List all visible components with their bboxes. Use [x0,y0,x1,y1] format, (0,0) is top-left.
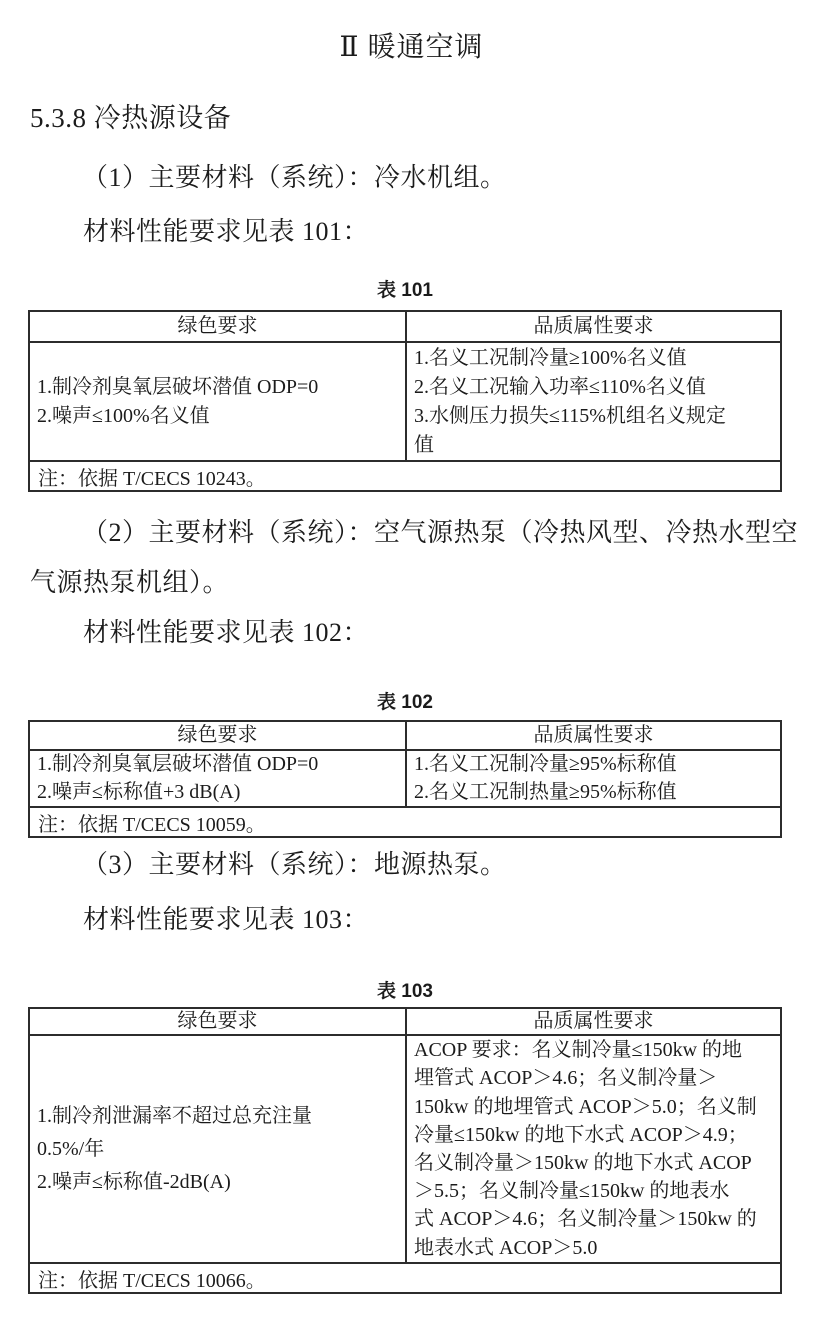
table-102 [28,720,782,838]
quality-requirements-cell [407,751,780,806]
requirement-line: ACOP 要求：名义制冷量≤150kw 的地 [414,1039,743,1062]
section-heading: 5.3.8 冷热源设备 [30,103,232,133]
requirement-line: 1.制冷剂臭氧层破坏潜值 ODP=0 [37,375,319,398]
requirement-line: 2.名义工况制热量≥95%标称值 [414,780,677,803]
requirement-line: 2.噪声≤标称值-2dB(A) [37,1170,231,1193]
requirement-line: 2.名义工况输入功率≤110%名义值 [414,375,706,398]
table-note: 注：依据 T/CECS 10243。 [38,467,266,490]
table-reference-102: 材料性能要求见表 102： [83,618,370,647]
header-cell-quality: 品质属性要求 [533,1010,654,1032]
table-note-row [30,808,780,836]
requirement-line: 0.5%/年 [37,1137,105,1160]
requirement-line: 名义制冷量＞150kw 的地下水式 ACOP [414,1152,752,1174]
table-caption-101: 表 101 [377,280,433,301]
requirement-line: 值 [414,433,434,456]
header-cell-quality: 品质属性要求 [533,315,654,337]
page-title: Ⅱ 暖通空调 [339,32,484,63]
table-header-row [30,722,780,751]
requirement-line: 150kw 的地埋管式 ACOP＞5.0；名义制 [414,1095,757,1118]
paragraph-material-1 [30,158,797,198]
table-101 [28,310,782,492]
paragraph-line: （3）主要材料（系统）：地源热泵。 [82,850,507,879]
paragraph-line: 气源热泵机组）。 [30,568,230,597]
table-body-row [30,751,780,808]
requirement-line: 冷量≤150kw 的地下水式 ACOP＞4.9； [414,1123,748,1146]
table-103 [28,1007,782,1294]
requirement-line: 3.水侧压力损失≤115%机组名义规定 [414,404,726,427]
requirement-line: 1.制冷剂泄漏率不超过总充注量 [37,1104,312,1127]
header-cell-quality: 品质属性要求 [533,724,654,746]
table-header-row [30,1009,780,1036]
green-requirements-cell [30,1036,407,1262]
paragraph-line: （2）主要材料（系统）：空气源热泵（冷热风型、冷热水型空 [82,518,799,547]
table-note-row [30,462,780,490]
table-reference-103: 材料性能要求见表 103： [83,905,370,934]
quality-requirements-cell [407,1036,780,1262]
header-cell-green: 绿色要求 [30,722,407,749]
green-requirements-cell [30,751,407,806]
paragraph-material-2 [30,508,797,608]
paragraph-material-3 [30,847,797,883]
requirement-line: 式 ACOP＞4.6；名义制冷量＞150kw 的 [414,1208,757,1231]
green-requirements-cell [30,343,407,460]
table-caption-102: 表 102 [377,692,433,713]
requirement-line: ＞5.5；名义制冷量≤150kw 的地表水 [414,1180,730,1203]
table-note: 注：依据 T/CECS 10066。 [38,1269,266,1292]
requirement-line: 2.噪声≤标称值+3 dB(A) [37,780,241,803]
table-note: 注：依据 T/CECS 10059。 [38,813,266,836]
table-note-row [30,1264,780,1292]
header-cell-green: 绿色要求 [30,312,407,341]
table-caption-103: 表 103 [377,981,433,1002]
requirement-line: 2.噪声≤100%名义值 [37,404,210,427]
table-reference-101: 材料性能要求见表 101： [83,217,370,246]
quality-requirements-cell [407,343,780,460]
header-cell-green: 绿色要求 [30,1009,407,1034]
requirement-line: 1.名义工况制冷量≥100%名义值 [414,346,687,369]
requirement-line: 1.制冷剂臭氧层破坏潜值 ODP=0 [37,753,319,775]
requirement-line: 埋管式 ACOP＞4.6；名义制冷量＞ [414,1067,718,1090]
requirement-line: 地表水式 ACOP＞5.0 [414,1236,598,1259]
paragraph-line: （1）主要材料（系统）：冷水机组。 [82,163,507,192]
table-body-row [30,343,780,462]
requirement-line: 1.名义工况制冷量≥95%标称值 [414,753,677,775]
table-body-row [30,1036,780,1264]
table-header-row [30,312,780,343]
